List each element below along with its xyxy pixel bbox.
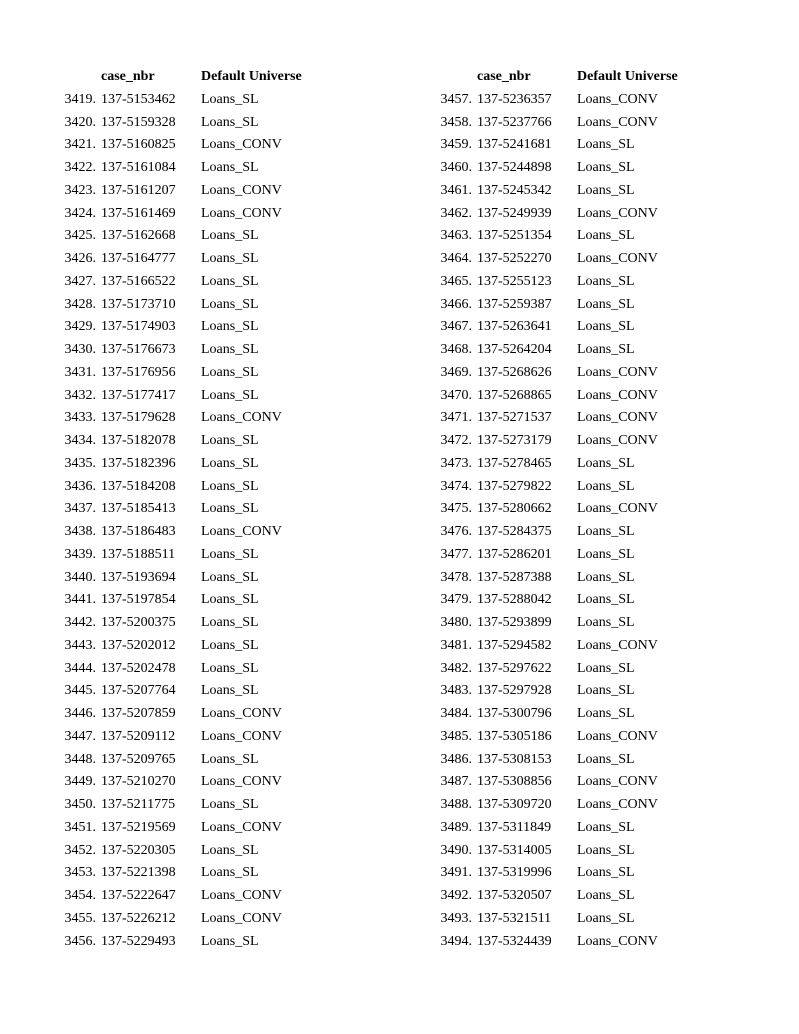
- row-number: 3449.: [64, 774, 96, 790]
- default-universe: Loans_SL: [201, 569, 259, 585]
- case-number: 137-5308856: [477, 774, 552, 790]
- default-universe: Loans_CONV: [577, 501, 658, 517]
- row-number: 3491.: [440, 865, 472, 881]
- case-number: 137-5173710: [101, 296, 176, 312]
- default-universe: Loans_SL: [577, 910, 635, 926]
- row-number: 3439.: [64, 546, 96, 562]
- case-number: 137-5264204: [477, 342, 552, 357]
- default-universe: Loans_SL: [201, 114, 259, 130]
- case-number: 137-5185413: [101, 501, 176, 517]
- case-number: 137-5271537: [477, 410, 552, 426]
- default-universe: Loans_CONV: [201, 205, 282, 221]
- case-number: 137-5207764: [101, 683, 176, 699]
- case-number: 137-5300796: [477, 706, 552, 721]
- row-number: 3466.: [440, 296, 472, 312]
- default-universe: Loans_SL: [577, 319, 635, 335]
- row-number: 3482.: [440, 660, 472, 676]
- default-universe: Loans_SL: [577, 888, 635, 903]
- default-universe: Loans_SL: [577, 706, 635, 721]
- row-number: 3442.: [64, 615, 96, 630]
- case-number: 137-5311849: [477, 819, 552, 835]
- row-number: 3476.: [440, 524, 472, 539]
- default-universe: Loans_CONV: [201, 410, 282, 426]
- row-number: 3426.: [64, 251, 96, 266]
- default-universe: Loans_SL: [577, 273, 635, 289]
- row-number: 3453.: [64, 865, 96, 881]
- case-number: 137-5186483: [101, 524, 176, 539]
- default-universe: Loans_SL: [577, 342, 635, 357]
- default-universe: Loans_CONV: [577, 387, 658, 403]
- row-number: 3461.: [440, 182, 472, 198]
- default-universe: Loans_CONV: [201, 706, 282, 721]
- case-number: 137-5164777: [101, 251, 176, 266]
- case-number: 137-5210270: [101, 774, 176, 790]
- default-universe: Loans_SL: [201, 842, 259, 858]
- default-universe: Loans_CONV: [577, 797, 658, 812]
- header-default-universe: Default Universe: [201, 69, 302, 84]
- row-number: 3475.: [440, 501, 472, 517]
- default-universe: Loans_SL: [201, 478, 259, 494]
- case-number: 137-5161207: [101, 182, 176, 198]
- default-universe: Loans_CONV: [577, 251, 658, 266]
- case-number: 137-5229493: [101, 933, 176, 949]
- row-number: 3494.: [440, 933, 472, 949]
- default-universe: Loans_SL: [201, 160, 259, 175]
- row-number: 3423.: [64, 182, 96, 198]
- row-number: 3484.: [440, 706, 472, 721]
- case-number: 137-5226212: [101, 910, 176, 926]
- case-number: 137-5176956: [101, 364, 176, 380]
- case-number: 137-5236357: [477, 91, 552, 107]
- row-number: 3431.: [64, 364, 96, 380]
- default-universe: Loans_SL: [201, 433, 259, 448]
- case-number: 137-5288042: [477, 592, 552, 608]
- default-universe: Loans_CONV: [577, 637, 658, 653]
- row-number: 3474.: [440, 478, 472, 494]
- case-number: 137-5259387: [477, 296, 552, 312]
- case-number: 137-5200375: [101, 615, 176, 630]
- default-universe: Loans_SL: [201, 228, 259, 244]
- case-number: 137-5153462: [101, 91, 176, 107]
- case-number: 137-5177417: [101, 387, 176, 403]
- row-number: 3473.: [440, 455, 472, 471]
- row-number: 3480.: [440, 615, 472, 630]
- row-number: 3441.: [64, 592, 96, 608]
- row-number: 3436.: [64, 478, 96, 494]
- default-universe: Loans_SL: [201, 296, 259, 312]
- default-universe: Loans_SL: [577, 819, 635, 835]
- case-number: 137-5309720: [477, 797, 552, 812]
- row-number: 3429.: [64, 319, 96, 335]
- case-number: 137-5278465: [477, 455, 552, 471]
- default-universe: Loans_SL: [577, 137, 635, 153]
- case-number: 137-5197854: [101, 592, 176, 608]
- row-number: 3459.: [440, 137, 472, 153]
- row-number: 3469.: [440, 364, 472, 380]
- default-universe: Loans_SL: [201, 615, 259, 630]
- default-universe: Loans_SL: [201, 797, 259, 812]
- case-number: 137-5320507: [477, 888, 552, 903]
- case-number: 137-5294582: [477, 637, 552, 653]
- default-universe: Loans_CONV: [201, 774, 282, 790]
- default-universe: Loans_SL: [201, 751, 259, 767]
- case-number: 137-5314005: [477, 842, 552, 858]
- case-number: 137-5182078: [101, 433, 176, 448]
- case-number: 137-5161084: [101, 160, 176, 175]
- default-universe: Loans_SL: [201, 455, 259, 471]
- default-universe: Loans_CONV: [201, 888, 282, 903]
- case-number: 137-5222647: [101, 888, 176, 903]
- default-universe: Loans_CONV: [577, 433, 658, 448]
- row-number: 3483.: [440, 683, 472, 699]
- case-number: 137-5280662: [477, 501, 552, 517]
- case-number: 137-5287388: [477, 569, 552, 585]
- row-number: 3471.: [440, 410, 472, 426]
- case-number: 137-5209112: [101, 728, 176, 744]
- default-universe: Loans_SL: [201, 91, 259, 107]
- default-universe: Loans_SL: [577, 660, 635, 676]
- case-number: 137-5219569: [101, 819, 176, 835]
- case-number: 137-5193694: [101, 569, 176, 585]
- default-universe: Loans_CONV: [577, 114, 658, 130]
- default-universe: Loans_SL: [577, 478, 635, 494]
- case-number: 137-5279822: [477, 478, 552, 494]
- default-universe: Loans_SL: [577, 569, 635, 585]
- row-number: 3479.: [440, 592, 472, 608]
- row-number: 3435.: [64, 455, 96, 471]
- case-number: 137-5209765: [101, 751, 176, 767]
- row-number: 3486.: [440, 751, 472, 767]
- row-number: 3468.: [440, 342, 472, 357]
- row-number: 3445.: [64, 683, 96, 699]
- row-number: 3440.: [64, 569, 96, 585]
- default-universe: Loans_SL: [577, 296, 635, 312]
- row-number: 3451.: [64, 819, 96, 835]
- row-number: 3472.: [440, 433, 472, 448]
- header-case-nbr: case_nbr: [101, 69, 155, 84]
- default-universe: Loans_SL: [577, 546, 635, 562]
- header-default-universe: Default Universe: [577, 69, 678, 84]
- row-number: 3428.: [64, 296, 96, 312]
- case-number: 137-5202012: [101, 637, 176, 653]
- row-number: 3444.: [64, 660, 96, 676]
- row-number: 3430.: [64, 342, 96, 357]
- row-number: 3489.: [440, 819, 472, 835]
- case-number: 137-5241681: [477, 137, 552, 153]
- row-number: 3478.: [440, 569, 472, 585]
- default-universe: Loans_SL: [201, 637, 259, 653]
- case-number: 137-5324439: [477, 933, 552, 949]
- case-number: 137-5297622: [477, 660, 552, 676]
- row-number: 3464.: [440, 251, 472, 266]
- case-number: 137-5321511: [477, 910, 552, 926]
- case-number: 137-5184208: [101, 478, 176, 494]
- default-universe: Loans_CONV: [577, 91, 658, 107]
- row-number: 3446.: [64, 706, 96, 721]
- default-universe: Loans_SL: [201, 501, 259, 517]
- default-universe: Loans_CONV: [577, 205, 658, 221]
- default-universe: Loans_SL: [201, 387, 259, 403]
- row-number: 3470.: [440, 387, 472, 403]
- default-universe: Loans_SL: [577, 228, 635, 244]
- row-number: 3462.: [440, 205, 472, 221]
- case-number: 137-5268626: [477, 364, 552, 380]
- default-universe: Loans_SL: [577, 683, 635, 699]
- case-number: 137-5188511: [101, 546, 176, 562]
- case-number: 137-5220305: [101, 842, 176, 858]
- row-number: 3422.: [64, 160, 96, 175]
- case-number: 137-5176673: [101, 342, 176, 357]
- default-universe: Loans_CONV: [577, 933, 658, 949]
- row-number: 3425.: [64, 228, 96, 244]
- row-number: 3454.: [64, 888, 96, 903]
- row-number: 3433.: [64, 410, 96, 426]
- default-universe: Loans_CONV: [201, 182, 282, 198]
- row-number: 3467.: [440, 319, 472, 335]
- row-number: 3492.: [440, 888, 472, 903]
- case-number: 137-5244898: [477, 160, 552, 175]
- default-universe: Loans_CONV: [201, 910, 282, 926]
- case-number: 137-5166522: [101, 273, 176, 289]
- case-number: 137-5182396: [101, 455, 176, 471]
- row-number: 3432.: [64, 387, 96, 403]
- row-number: 3434.: [64, 433, 96, 448]
- case-number: 137-5162668: [101, 228, 176, 244]
- row-number: 3490.: [440, 842, 472, 858]
- default-universe: Loans_CONV: [577, 728, 658, 744]
- default-universe: Loans_SL: [577, 865, 635, 881]
- row-number: 3452.: [64, 842, 96, 858]
- row-number: 3465.: [440, 273, 472, 289]
- row-number: 3450.: [64, 797, 96, 812]
- row-number: 3456.: [64, 933, 96, 949]
- case-number: 137-5211775: [101, 797, 176, 812]
- case-number: 137-5284375: [477, 524, 552, 539]
- case-number: 137-5245342: [477, 182, 552, 198]
- default-universe: Loans_SL: [577, 455, 635, 471]
- default-universe: Loans_SL: [577, 524, 635, 539]
- case-number: 137-5308153: [477, 751, 552, 767]
- row-number: 3487.: [440, 774, 472, 790]
- default-universe: Loans_CONV: [201, 137, 282, 153]
- case-number: 137-5293899: [477, 615, 552, 630]
- row-number: 3488.: [440, 797, 472, 812]
- default-universe: Loans_SL: [577, 160, 635, 175]
- default-universe: Loans_SL: [201, 933, 259, 949]
- row-number: 3481.: [440, 637, 472, 653]
- case-number: 137-5286201: [477, 546, 552, 562]
- default-universe: Loans_SL: [201, 592, 259, 608]
- row-number: 3493.: [440, 910, 472, 926]
- case-number: 137-5159328: [101, 114, 176, 130]
- default-universe: Loans_SL: [201, 546, 259, 562]
- default-universe: Loans_SL: [201, 865, 259, 881]
- row-number: 3457.: [440, 91, 472, 107]
- row-number: 3424.: [64, 205, 96, 221]
- default-universe: Loans_SL: [201, 683, 259, 699]
- case-number: 137-5255123: [477, 273, 552, 289]
- default-universe: Loans_SL: [201, 660, 259, 676]
- default-universe: Loans_CONV: [577, 364, 658, 380]
- row-number: 3421.: [64, 137, 96, 153]
- case-number: 137-5221398: [101, 865, 176, 881]
- row-number: 3419.: [64, 91, 96, 107]
- default-universe: Loans_SL: [201, 319, 259, 335]
- default-universe: Loans_SL: [201, 273, 259, 289]
- case-number: 137-5160825: [101, 137, 176, 153]
- default-universe: Loans_SL: [577, 592, 635, 608]
- row-number: 3447.: [64, 728, 96, 744]
- case-number: 137-5161469: [101, 205, 176, 221]
- row-number: 3455.: [64, 910, 96, 926]
- row-number: 3427.: [64, 273, 96, 289]
- case-number: 137-5207859: [101, 706, 176, 721]
- default-universe: Loans_SL: [577, 615, 635, 630]
- default-universe: Loans_CONV: [201, 524, 282, 539]
- case-number: 137-5179628: [101, 410, 176, 426]
- case-number: 137-5305186: [477, 728, 552, 744]
- default-universe: Loans_CONV: [201, 819, 282, 835]
- default-universe: Loans_CONV: [577, 410, 658, 426]
- case-number: 137-5237766: [477, 114, 552, 130]
- row-number: 3438.: [64, 524, 96, 539]
- row-number: 3463.: [440, 228, 472, 244]
- row-number: 3477.: [440, 546, 472, 562]
- default-universe: Loans_SL: [577, 751, 635, 767]
- case-number: 137-5249939: [477, 205, 552, 221]
- case-number: 137-5273179: [477, 433, 552, 448]
- case-number: 137-5174903: [101, 319, 176, 335]
- case-number: 137-5268865: [477, 387, 552, 403]
- default-universe: Loans_CONV: [577, 774, 658, 790]
- row-number: 3458.: [440, 114, 472, 130]
- row-number: 3443.: [64, 637, 96, 653]
- case-number: 137-5251354: [477, 228, 552, 244]
- row-number: 3420.: [64, 114, 96, 130]
- row-number: 3460.: [440, 160, 472, 175]
- default-universe: Loans_SL: [577, 182, 635, 198]
- default-universe: Loans_SL: [201, 342, 259, 357]
- default-universe: Loans_SL: [577, 842, 635, 858]
- case-number: 137-5297928: [477, 683, 552, 699]
- case-number: 137-5263641: [477, 319, 552, 335]
- default-universe: Loans_CONV: [201, 728, 282, 744]
- default-universe: Loans_SL: [201, 251, 259, 266]
- row-number: 3448.: [64, 751, 96, 767]
- case-number: 137-5202478: [101, 660, 176, 676]
- default-universe: Loans_SL: [201, 364, 259, 380]
- case-number: 137-5252270: [477, 251, 552, 266]
- row-number: 3437.: [64, 501, 96, 517]
- case-number: 137-5319996: [477, 865, 552, 881]
- row-number: 3485.: [440, 728, 472, 744]
- header-case-nbr: case_nbr: [477, 69, 531, 84]
